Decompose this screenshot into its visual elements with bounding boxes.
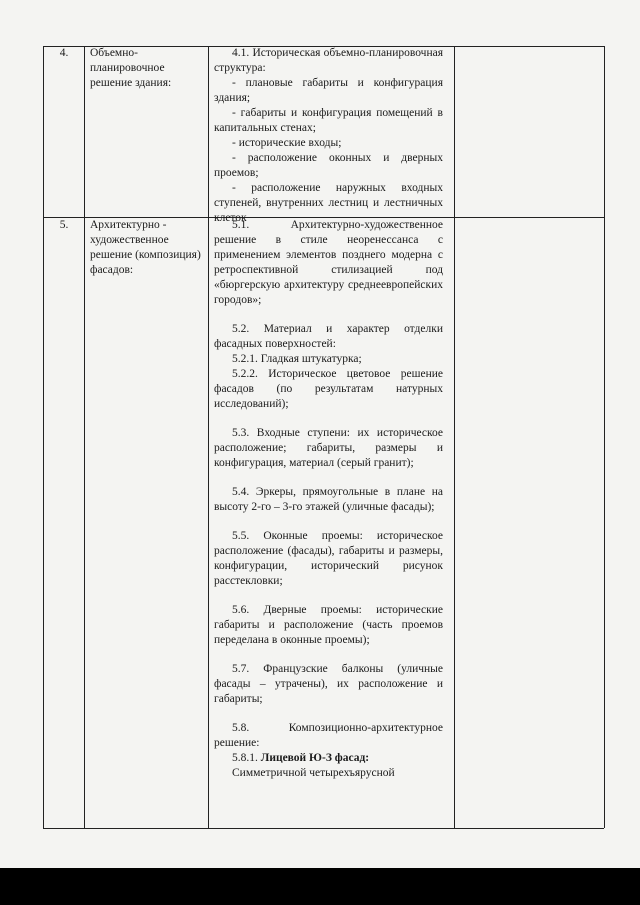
paragraph-5-3: 5.3. Входные ступени: их историческое расположение; габариты, размеры и конфигурация, материал (серый гранит); [214, 427, 443, 469]
paragraph-5-2-1: 5.2.1. Гладкая штукатурка; [232, 353, 362, 365]
paragraph-5-6: 5.6. Дверные проемы: исторические габариты и расположение (часть проемов переделана в оконные проемы); [214, 604, 443, 646]
table-bottom-border [43, 828, 604, 829]
row-number: 4. [59, 47, 69, 59]
row-content [214, 218, 443, 781]
paragraph: - расположение оконных и дверных проемов; [214, 152, 443, 179]
paragraph-5-8-1 [214, 751, 443, 766]
table-border-left [43, 46, 44, 828]
paragraph: 4.1. Историческая объемно-планировочная структура: [214, 47, 443, 74]
column-divider-number [84, 46, 85, 828]
paragraph-5-2-2: 5.2.2. Историческое цветовое решение фасадов (по результатам натурных исследований); [214, 368, 443, 410]
paragraph: - габариты и конфигурация помещений в капитальных стенах; [214, 107, 443, 134]
paragraph-5-1: 5.1. Архитектурно-художественное решение в стиле неоренессанса с применением элементов позднего модерна с ретроспективной стилизацией под «бюргерскую архитектуру среднеевропейских городов»; [214, 219, 443, 306]
row-title: Архитектурно - художественное решение (композиция) фасадов: [90, 219, 201, 276]
paragraph: - плановые габариты и конфигурация здания; [214, 77, 443, 104]
row-number: 5. [59, 219, 69, 231]
paragraph-5-7: 5.7. Французские балконы (уличные фасады – утрачены), их расположение и габариты; [214, 663, 443, 705]
paragraph-5-8-1-heading: Лицевой Ю-З фасад: [260, 752, 370, 764]
paragraph-5-5: 5.5. Оконные проемы: историческое расположение (фасады), габариты и размеры, конфигурации, исторический рисунок расстекловки; [214, 530, 443, 587]
paragraph: - исторические входы; [232, 137, 342, 149]
scan-bottom-band [0, 868, 640, 905]
row-title: Объемно-планировочное решение здания: [90, 47, 172, 89]
paragraph-5-8-1-prefix: 5.8.1. [232, 752, 261, 764]
paragraph-5-8-1-text: Симметричной четырехъярусной [232, 767, 395, 779]
table-border-right [604, 46, 605, 828]
column-divider-title [208, 46, 209, 828]
column-divider-content [454, 46, 455, 828]
paragraph: - расположение наружных входных ступеней, внутренних лестниц и лестничных клеток [214, 182, 443, 224]
paragraph-5-8: 5.8. Композиционно-архитектурное решение: [214, 722, 443, 749]
paragraph-5-4: 5.4. Эркеры, прямоугольные в плане на высоту 2-го – 3-го этажей (уличные фасады); [214, 486, 443, 513]
row-content [214, 46, 443, 226]
paragraph-5-2: 5.2. Материал и характер отделки фасадных поверхностей: [214, 323, 443, 350]
